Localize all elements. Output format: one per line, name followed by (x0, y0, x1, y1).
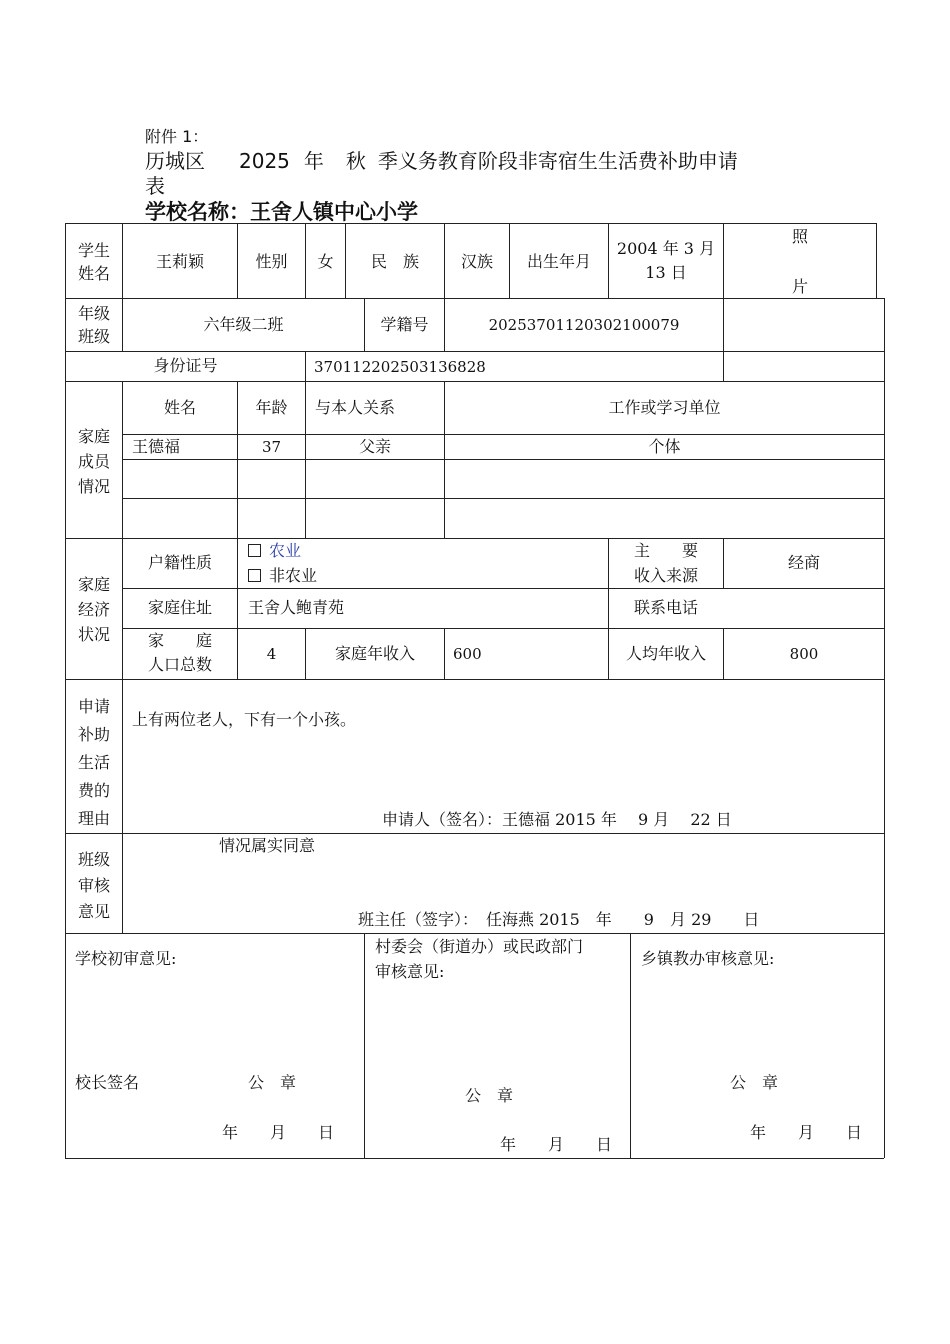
student-no: 20253701120302100079 (488, 316, 680, 334)
attachment-label: 附件 1： (145, 127, 209, 146)
birth-date-line1: 2004 年 3 月 (616, 239, 716, 258)
family-member-age: 37 (261, 438, 282, 456)
student-name-label: 学生 姓名 (77, 241, 110, 283)
checkbox-icon[interactable] (248, 544, 261, 557)
family-member-work: 个体 (648, 437, 681, 456)
hukou-option-agri-label: 农业 (269, 541, 302, 560)
annual-income: 600 (453, 645, 482, 663)
class-label: 年级 班级 (77, 304, 110, 346)
principal-sign-label: 校长签名 (75, 1073, 140, 1092)
town-review-label: 乡镇教办审核意见: (641, 949, 775, 968)
class-review-label: 班级 审核 意见 (77, 850, 110, 921)
birth-label: 出生年月 (526, 252, 591, 271)
ethnic-label: 民 族 (370, 252, 419, 271)
school-date: 年 月 日 (222, 1123, 335, 1142)
hukou-option-nonagri[interactable] (248, 565, 317, 587)
year: 2025 (239, 149, 290, 173)
hukou-option-agri[interactable] (248, 540, 301, 562)
school-label: 学校名称： (145, 200, 250, 224)
gender: 女 (317, 252, 334, 271)
teacher-signature: 班主任（签字）： 任海燕 2015 年 9 月 29 日 (358, 910, 760, 929)
income-source: 经商 (787, 553, 820, 572)
population: 4 (266, 645, 277, 663)
student-name: 王莉颖 (155, 252, 204, 271)
family-header-relation: 与本人关系 (315, 398, 396, 417)
form-title (145, 148, 738, 174)
family-header-age: 年龄 (255, 398, 288, 417)
income-source-label-2: 收入来源 (633, 566, 698, 585)
annual-income-label: 家庭年收入 (334, 644, 415, 663)
applicant-signature: 申请人（签名）：王德福 2015 年 9 月 22 日 (382, 810, 732, 829)
class-review-opinion: 情况属实同意 (219, 836, 316, 855)
economy-section-label: 家庭 经济 状况 (77, 575, 110, 644)
year-unit: 年 (303, 149, 324, 173)
income-source-label-1: 主 要 (633, 541, 698, 560)
school-seal-label: 公 章 (248, 1073, 297, 1092)
family-section-label: 家庭 成员 情况 (77, 427, 110, 496)
school-review-label: 学校初审意见: (75, 949, 177, 968)
family-member-name: 王德福 (132, 437, 181, 456)
town-date: 年 月 日 (750, 1123, 863, 1142)
school-name: 王舍人镇中心小学 (250, 200, 418, 224)
class-value: 六年级二班 (203, 315, 284, 334)
phone-label: 联系电话 (633, 598, 698, 617)
checkbox-icon[interactable] (248, 569, 261, 582)
id-number: 370112202503136828 (314, 358, 486, 376)
family-header-name: 姓名 (163, 398, 196, 417)
reason-section-label: 申请 补助 生活 费的 理由 (77, 697, 110, 828)
id-label: 身份证号 (153, 356, 218, 375)
ethnic: 汉族 (460, 252, 493, 271)
family-header-work: 工作或学习单位 (608, 398, 721, 417)
photo-label-bottom: 片 (791, 277, 808, 296)
population-label-1: 家 庭 (147, 631, 212, 650)
address-label: 家庭住址 (147, 598, 212, 617)
title-rest: 季义务教育阶段非寄宿生生活费补助申请 (377, 149, 738, 173)
per-capita-label: 人均年收入 (625, 644, 706, 663)
village-seal-label: 公 章 (465, 1086, 514, 1105)
season: 秋 (345, 149, 366, 173)
village-review-label-1: 村委会（街道办）或民政部门 (375, 937, 584, 956)
school-name-line (145, 198, 418, 226)
photo-label-top: 照 (791, 227, 808, 246)
village-date: 年 月 日 (500, 1135, 613, 1154)
village-review-label-2: 审核意见: (375, 962, 445, 981)
hukou-option-nonagri-label: 非农业 (269, 566, 318, 585)
district: 历城区 (145, 149, 205, 173)
family-member-relation: 父亲 (358, 437, 391, 456)
student-no-label: 学籍号 (380, 315, 429, 334)
population-label-2: 人口总数 (147, 655, 212, 674)
town-seal-label: 公 章 (730, 1073, 779, 1092)
gender-label: 性别 (255, 252, 288, 271)
per-capita: 800 (789, 645, 819, 663)
form-title-wrap: 表 (145, 174, 165, 198)
reason-text: 上有两位老人，下有一个小孩。 (132, 710, 357, 729)
birth-date-line2: 13 日 (645, 263, 687, 282)
hukou-label: 户籍性质 (147, 553, 212, 572)
address: 王舍人鲍青苑 (248, 598, 345, 617)
